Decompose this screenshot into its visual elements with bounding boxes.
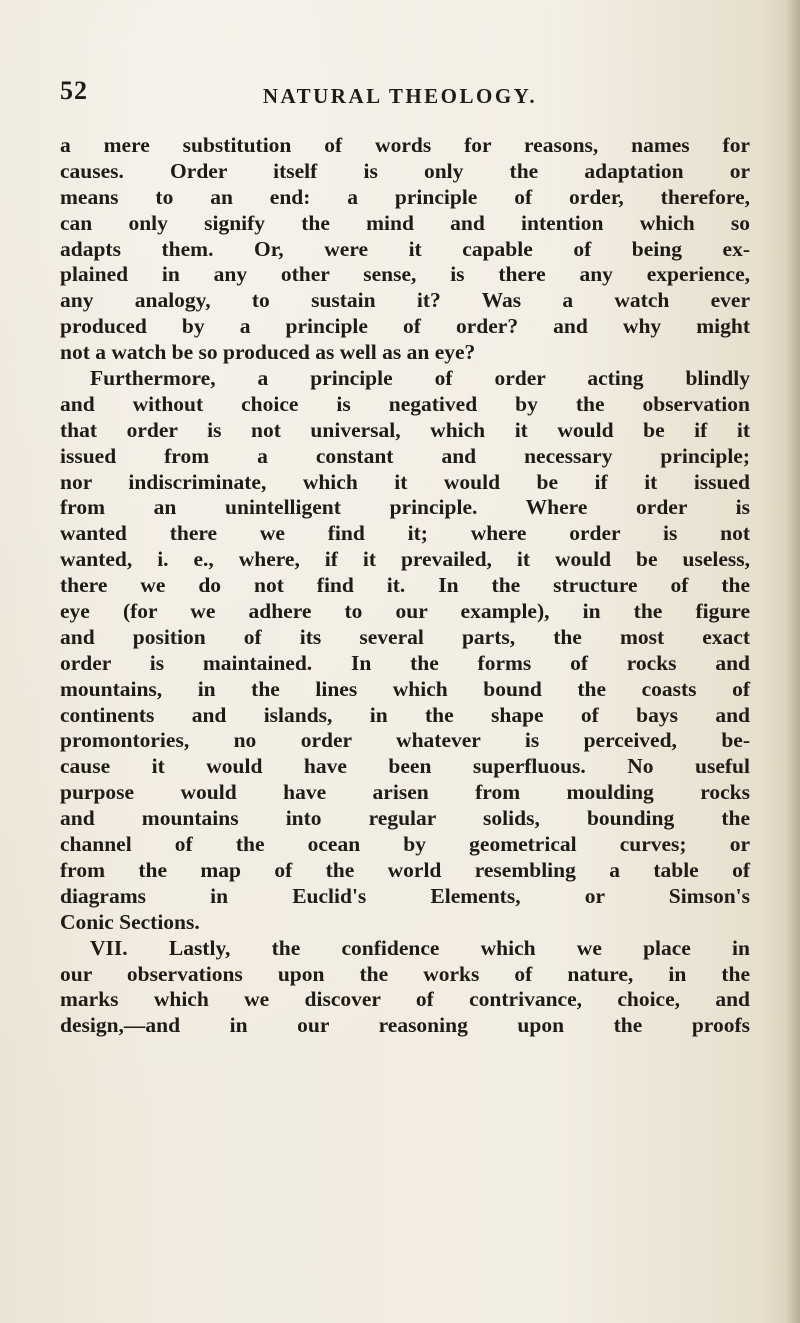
text-line: produced by a principle of order? and why might	[60, 314, 750, 339]
text-line: wanted there we find it; where order is not	[60, 521, 750, 546]
text-line: eye (for we adhere to our example), in the figure	[60, 599, 750, 624]
text-line: Conic Sections.	[60, 909, 200, 934]
text-line: mountains, in the lines which bound the coasts of	[60, 676, 750, 701]
text-line: a mere substitution of words for reasons, names for	[60, 133, 750, 157]
text-line: from the map of the world resembling a table of	[60, 857, 750, 882]
text-line: order is maintained. In the forms of rocks and	[60, 650, 750, 675]
text-line: Furthermore, a principle of order acting blindly	[90, 366, 750, 391]
text-line: adapts them. Or, were it capable of being ex-	[60, 236, 750, 261]
text-line: can only signify the mind and intention which so	[60, 210, 750, 235]
text-line: design,—and in our reasoning upon the proofs	[60, 1013, 750, 1038]
text-line: and mountains into regular solids, bounding the	[60, 806, 750, 831]
text-line: plained in any other sense, is there any experience,	[60, 262, 750, 287]
page-number: 52	[60, 76, 88, 105]
text-line: wanted, i. e., where, if it prevailed, it would be useless,	[60, 547, 750, 572]
text-line: continents and islands, in the shape of bays and	[60, 702, 750, 727]
text-line: any analogy, to sustain it? Was a watch ever	[60, 288, 750, 313]
text-line: nor indiscriminate, which it would be if it issued	[60, 469, 750, 494]
page-edge-shadow	[786, 0, 800, 1323]
text-line: means to an end: a principle of order, therefore,	[60, 184, 750, 209]
text-line: our observations upon the works of nature, in the	[60, 961, 750, 986]
text-line: and without choice is negatived by the observation	[60, 391, 750, 416]
text-line: cause it would have been superfluous. No useful	[60, 754, 750, 779]
running-head-title: NATURAL THEOLOGY.	[262, 84, 538, 108]
text-line: VII. Lastly, the confidence which we place in	[90, 935, 750, 960]
text-line: marks which we discover of contrivance, choice, and	[60, 987, 750, 1012]
text-line: issued from a constant and necessary principle;	[60, 443, 750, 468]
text-line: not a watch be so produced as well as an eye?	[60, 340, 476, 365]
text-line: channel of the ocean by geometrical curves; or	[60, 832, 750, 857]
text-line: and position of its several parts, the most exact	[60, 624, 750, 649]
text-line: from an unintelligent principle. Where order is	[60, 495, 750, 520]
text-line: promontories, no order whatever is perceived, be-	[60, 728, 750, 753]
body-text	[60, 133, 750, 1039]
text-line: purpose would have arisen from moulding rocks	[60, 780, 750, 805]
text-line: there we do not find it. In the structure of the	[60, 573, 750, 598]
text-line: that order is not universal, which it would be if it	[60, 417, 750, 442]
text-line: causes. Order itself is only the adaptation or	[60, 158, 750, 183]
text-line: diagrams in Euclid's Elements, or Simson's	[60, 883, 750, 908]
